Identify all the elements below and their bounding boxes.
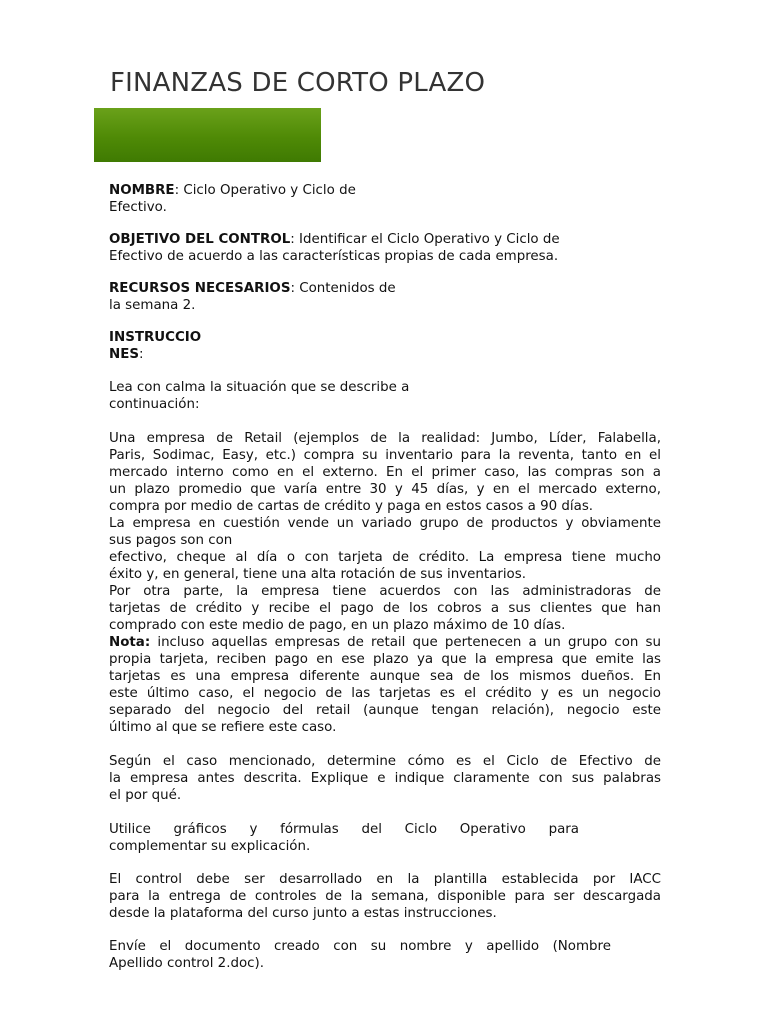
text-line: El control debe ser desarrollado en la plantilla establecida por IACC: [109, 872, 661, 887]
text-line: complementar su explicación.: [109, 839, 311, 854]
text-line: Apellido control 2.doc).: [109, 956, 264, 971]
recursos-line: [109, 280, 661, 297]
text-line: para la entrega de controles de la semana, disponible para ser descargada: [109, 889, 661, 904]
nota-first-line: [109, 634, 661, 651]
instrucciones-line-2: [109, 346, 661, 363]
text-line: separado del negocio del retail (aunque tengan relación), negocio este: [109, 703, 661, 718]
paragraph-tarjetas: [109, 583, 661, 634]
document-title: FINANZAS DE CORTO PLAZO: [110, 68, 486, 98]
paragraph-ventas: [109, 515, 661, 549]
nota-label: Nota:: [109, 635, 151, 650]
text-line: tarjetas es una empresa diferente aunque sea de los mismos dueños. En: [109, 669, 661, 684]
text-line: este último caso, el negocio de las tarjetas es el crédito y es un negocio: [109, 686, 661, 701]
text-line: éxito y, en general, tiene una alta rotación de sus inventarios.: [109, 567, 526, 582]
recursos-label: RECURSOS NECESARIOS: [109, 281, 291, 296]
text-line: Una empresa de Retail (ejemplos de la realidad: Jumbo, Líder, Falabella,: [109, 431, 661, 446]
intro-line-1: Lea con calma la situación que se describe a: [109, 380, 410, 395]
paragraph-graficos: [109, 821, 579, 855]
text-line: el por qué.: [109, 788, 182, 803]
recursos-continuation: la semana 2.: [109, 298, 196, 313]
text-line: Paris, Sodimac, Easy, etc.) compra su inventario para la reventa, tanto en el: [109, 448, 661, 463]
text-line: efectivo, cheque al día o con tarjeta de crédito. La empresa tiene mucho: [109, 550, 661, 565]
document-body: [109, 182, 661, 972]
instrucciones-line-1: [109, 329, 661, 346]
nombre-value: : Ciclo Operativo y Ciclo de: [174, 183, 356, 198]
text-line: Utilice gráficos y fórmulas del Ciclo Operativo para: [109, 822, 579, 837]
instrucciones-colon: :: [139, 347, 144, 362]
text-line: comprado con este medio de pago, en un plazo máximo de 10 días.: [109, 618, 566, 633]
instrucciones-label-1: INSTRUCCIO: [109, 330, 202, 345]
paragraph-retail: [109, 430, 661, 515]
text-line: La empresa en cuestión vende un variado grupo de productos y obviamente: [109, 516, 661, 531]
objetivo-value: : Identificar el Ciclo Operativo y Ciclo de: [290, 232, 560, 247]
objetivo-continuation: Efectivo de acuerdo a las características propias de cada empresa.: [109, 249, 559, 264]
text-line: Por otra parte, la empresa tiene acuerdos con las administradoras de: [109, 584, 661, 599]
nota-text: incluso aquellas empresas de retail que pertenecen a un grupo con su: [150, 635, 661, 650]
paragraph-nota: [109, 634, 661, 736]
text-line: Según el caso mencionado, determine cómo es el Ciclo de Efectivo de: [109, 754, 661, 769]
nombre-line: [109, 182, 661, 199]
intro-line-2: continuación:: [109, 397, 200, 412]
instrucciones-label-2: NES: [109, 347, 139, 362]
nombre-label: NOMBRE: [109, 183, 175, 198]
text-line: propia tarjeta, reciben pago en ese plazo ya que la empresa que emite las: [109, 652, 661, 667]
objetivo-label: OBJETIVO DEL CONTROL: [109, 232, 291, 247]
paragraph-pregunta: [109, 753, 661, 804]
paragraph-envio: [109, 938, 611, 972]
objetivo-line: [109, 231, 661, 248]
text-line: la empresa antes descrita. Explique e indique claramente con sus palabras: [109, 771, 661, 786]
text-line: mercado interno como en el externo. En el primer caso, las compras son a: [109, 465, 661, 480]
green-header-band: [94, 108, 321, 162]
text-line: compra por medio de cartas de crédito y paga en estos casos a 90 días.: [109, 499, 594, 514]
paragraph-medios-pago: [109, 549, 661, 583]
paragraph-plantilla: [109, 871, 661, 922]
text-line: sus pagos son con: [109, 533, 233, 548]
text-line: Envíe el documento creado con su nombre y apellido (Nombre: [109, 939, 611, 954]
text-line: último al que se refiere este caso.: [109, 720, 337, 735]
recursos-value: : Contenidos de: [290, 281, 396, 296]
text-line: desde la plataforma del curso junto a estas instrucciones.: [109, 906, 497, 921]
text-line: tarjetas de crédito y recibe el pago de los cobros a sus clientes que han: [109, 601, 661, 616]
text-line: un plazo promedio que varía entre 30 y 45 días, y en el mercado externo,: [109, 482, 661, 497]
nombre-continuation: Efectivo.: [109, 200, 167, 215]
